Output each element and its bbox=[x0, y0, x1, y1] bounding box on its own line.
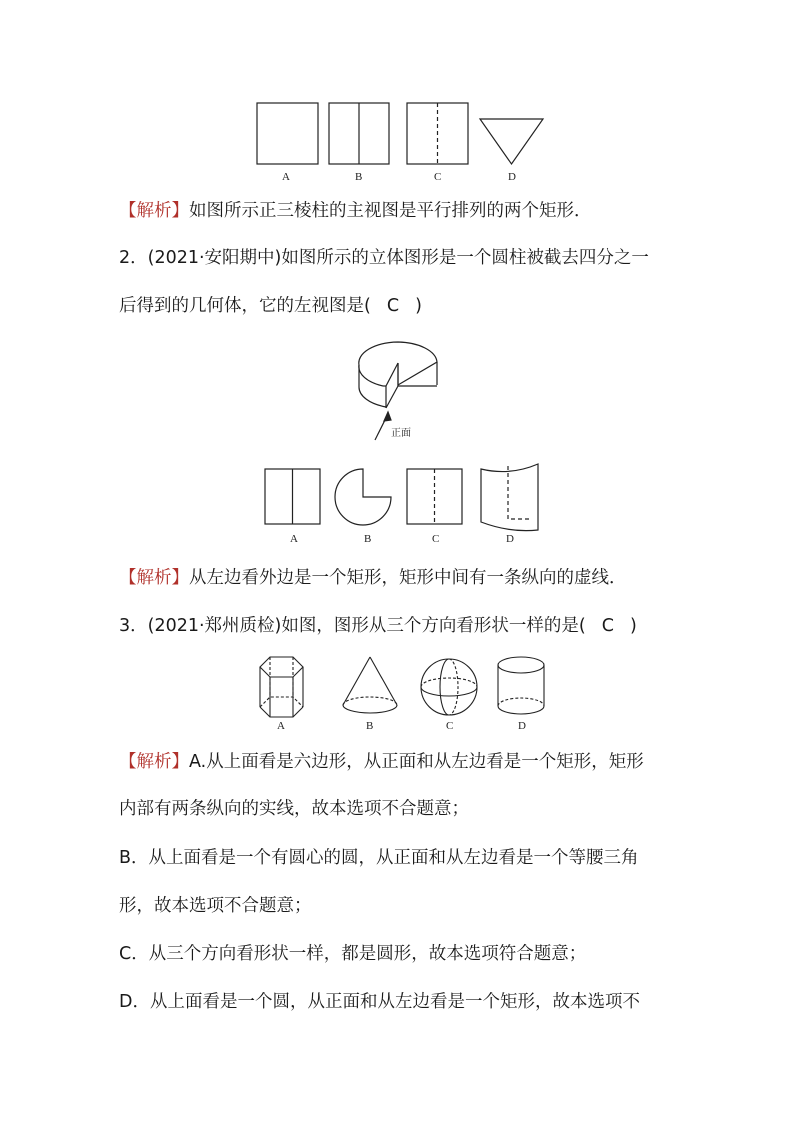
q3-analysis-line6: D．从上面看是一个圆，从正面和从左边看是一个矩形，故本选项不 bbox=[119, 992, 640, 1012]
q3-analysis-text-1: A.从上面看是六边形，从正面和从左边看是一个矩形，矩形 bbox=[189, 752, 644, 772]
q3-stem-prefix: 3．(2021·郑州质检)如图，图形从三个方向看形状一样的是( bbox=[119, 616, 586, 636]
q3-analysis-line3: B．从上面看是一个有圆心的圆，从正面和从左边看是一个等腰三角 bbox=[119, 848, 639, 868]
q3-stem-suffix: ) bbox=[629, 616, 637, 636]
q1-label-d: D bbox=[508, 171, 516, 183]
q3-analysis-line1 bbox=[119, 750, 644, 774]
q1-label-c: C bbox=[434, 171, 442, 183]
q1-label-a: A bbox=[282, 171, 290, 183]
q3-label-d: D bbox=[518, 720, 526, 732]
q3-analysis-tag: 【解析】 bbox=[119, 752, 189, 772]
q2-stem-line1: 2．(2021·安阳期中)如图所示的立体图形是一个圆柱被截去四分之一 bbox=[119, 248, 649, 268]
q2-label-a: A bbox=[290, 533, 298, 545]
q1-analysis-tag: 【解析】 bbox=[119, 201, 189, 221]
q3-label-c: C bbox=[446, 720, 454, 732]
q3-label-b: B bbox=[366, 720, 374, 732]
q2-label-b: B bbox=[364, 533, 372, 545]
q3-analysis-line4: 形，故本选项不合题意； bbox=[119, 896, 312, 916]
q2-stem-prefix: 后得到的几何体，它的左视图是( bbox=[119, 296, 371, 316]
q2-label-d: D bbox=[506, 533, 514, 545]
q2-front-label: 正面 bbox=[391, 428, 411, 439]
q3-analysis-line5: C．从三个方向看形状一样，都是圆形，故本选项符合题意； bbox=[119, 944, 587, 964]
q3-option-a-hexagonal-prism bbox=[260, 657, 303, 717]
q2-answer: C bbox=[386, 296, 400, 316]
q3-option-c-sphere bbox=[421, 659, 477, 715]
q3-label-a: A bbox=[277, 720, 285, 732]
q3-analysis-line2: 内部有两条纵向的实线，故本选项不合题意； bbox=[119, 799, 469, 819]
q2-analysis-tag: 【解析】 bbox=[119, 568, 189, 588]
q1-label-b: B bbox=[355, 171, 363, 183]
q1-analysis-text: 如图所示正三棱柱的主视图是平行排列的两个矩形． bbox=[189, 201, 592, 221]
q3-answer: C bbox=[601, 616, 614, 636]
q3-option-b-cone bbox=[343, 657, 397, 713]
q2-analysis-text: 从左边看外边是一个矩形，矩形中间有一条纵向的虚线． bbox=[189, 568, 627, 588]
q2-label-c: C bbox=[432, 533, 440, 545]
q3-option-d-cylinder bbox=[498, 657, 544, 714]
q2-stem-suffix: ) bbox=[415, 296, 422, 316]
